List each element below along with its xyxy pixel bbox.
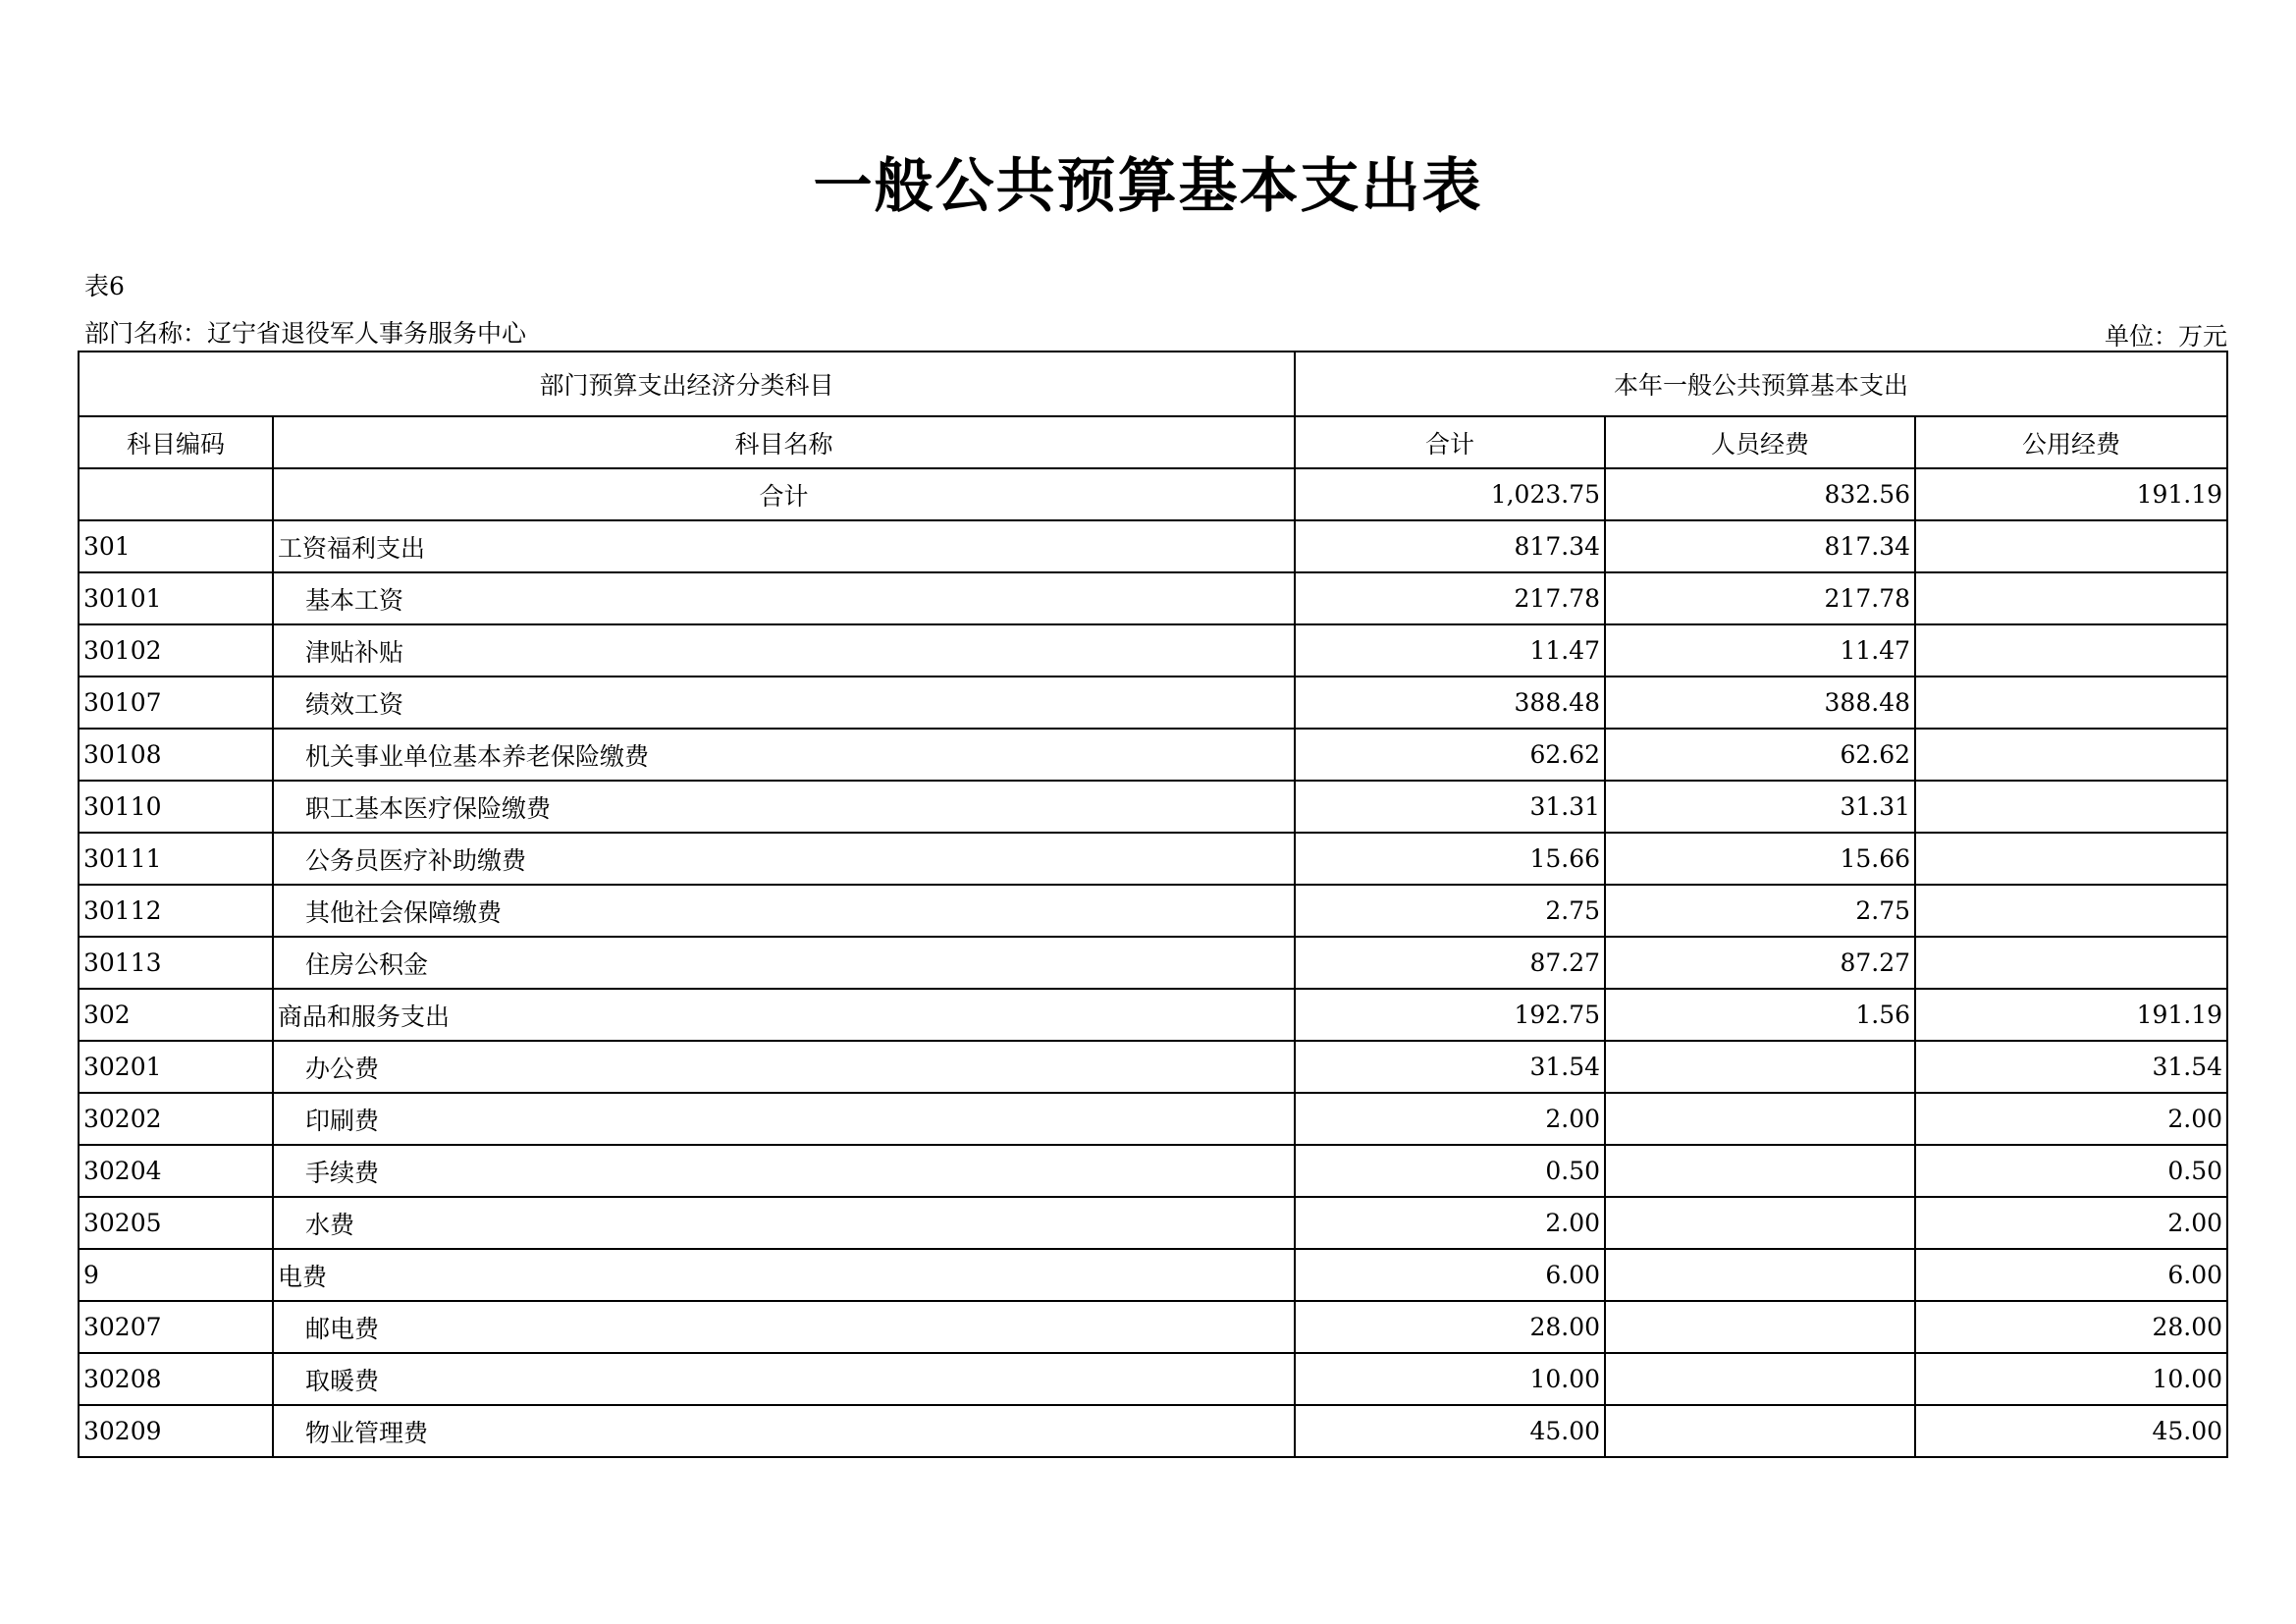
row-personnel <box>1605 1405 1915 1457</box>
row-personnel <box>1605 1145 1915 1197</box>
row-name: 职工基本医疗保险缴费 <box>273 781 1295 833</box>
row-name: 电费 <box>273 1249 1295 1301</box>
row-public: 0.50 <box>1915 1145 2227 1197</box>
table-row <box>79 1353 2227 1405</box>
row-total: 15.66 <box>1295 833 1605 885</box>
row-public <box>1915 833 2227 885</box>
table-row <box>79 1301 2227 1353</box>
row-personnel <box>1605 1197 1915 1249</box>
row-public <box>1915 729 2227 781</box>
row-public <box>1915 781 2227 833</box>
row-total: 62.62 <box>1295 729 1605 781</box>
row-public: 45.00 <box>1915 1405 2227 1457</box>
row-name: 绩效工资 <box>273 677 1295 729</box>
row-public <box>1915 937 2227 989</box>
row-personnel: 62.62 <box>1605 729 1915 781</box>
header-group-left: 部门预算支出经济分类科目 <box>79 352 1295 416</box>
table-row <box>79 781 2227 833</box>
table-row <box>79 1093 2227 1145</box>
row-name: 取暖费 <box>273 1353 1295 1405</box>
header-group-right: 本年一般公共预算基本支出 <box>1295 352 2227 416</box>
total-row <box>79 468 2227 520</box>
row-code: 30108 <box>79 729 273 781</box>
row-code: 30209 <box>79 1405 273 1457</box>
row-total: 11.47 <box>1295 624 1605 677</box>
row-total: 10.00 <box>1295 1353 1605 1405</box>
table-row <box>79 989 2227 1041</box>
row-code: 30101 <box>79 572 273 624</box>
row-code: 302 <box>79 989 273 1041</box>
row-code: 30111 <box>79 833 273 885</box>
row-name: 办公费 <box>273 1041 1295 1093</box>
row-name: 物业管理费 <box>273 1405 1295 1457</box>
row-name: 机关事业单位基本养老保险缴费 <box>273 729 1295 781</box>
row-total: 45.00 <box>1295 1405 1605 1457</box>
row-personnel <box>1605 1249 1915 1301</box>
row-code: 30112 <box>79 885 273 937</box>
row-total: 31.31 <box>1295 781 1605 833</box>
row-personnel <box>1605 1093 1915 1145</box>
row-code: 30204 <box>79 1145 273 1197</box>
row-personnel: 31.31 <box>1605 781 1915 833</box>
budget-table <box>78 351 2228 1458</box>
header-personnel: 人员经费 <box>1605 416 1915 468</box>
row-code: 30207 <box>79 1301 273 1353</box>
row-total: 28.00 <box>1295 1301 1605 1353</box>
row-public: 31.54 <box>1915 1041 2227 1093</box>
row-total: 2.00 <box>1295 1093 1605 1145</box>
row-public <box>1915 572 2227 624</box>
row-code: 30102 <box>79 624 273 677</box>
row-total: 2.00 <box>1295 1197 1605 1249</box>
table-row <box>79 572 2227 624</box>
row-public: 6.00 <box>1915 1249 2227 1301</box>
row-name: 商品和服务支出 <box>273 989 1295 1041</box>
row-personnel <box>1605 1301 1915 1353</box>
row-public <box>1915 520 2227 572</box>
row-name: 手续费 <box>273 1145 1295 1197</box>
row-name: 基本工资 <box>273 572 1295 624</box>
row-name: 水费 <box>273 1197 1295 1249</box>
row-name: 住房公积金 <box>273 937 1295 989</box>
table-row <box>79 729 2227 781</box>
row-public: 10.00 <box>1915 1353 2227 1405</box>
row-total: 87.27 <box>1295 937 1605 989</box>
row-public: 191.19 <box>1915 468 2227 520</box>
table-row <box>79 937 2227 989</box>
table-row <box>79 833 2227 885</box>
row-public: 28.00 <box>1915 1301 2227 1353</box>
row-code: 30110 <box>79 781 273 833</box>
table-row <box>79 1197 2227 1249</box>
row-name: 印刷费 <box>273 1093 1295 1145</box>
table-number: 表6 <box>84 272 125 300</box>
header-code: 科目编码 <box>79 416 273 468</box>
row-name: 邮电费 <box>273 1301 1295 1353</box>
table-row <box>79 1041 2227 1093</box>
header-total: 合计 <box>1295 416 1605 468</box>
row-name: 合计 <box>273 468 1295 520</box>
header-name: 科目名称 <box>273 416 1295 468</box>
row-public <box>1915 677 2227 729</box>
row-total: 192.75 <box>1295 989 1605 1041</box>
header-row-group <box>79 352 2227 416</box>
department-name: 部门名称：辽宁省退役军人事务服务中心 <box>84 319 527 348</box>
row-total: 31.54 <box>1295 1041 1605 1093</box>
table-row <box>79 624 2227 677</box>
row-personnel: 15.66 <box>1605 833 1915 885</box>
row-personnel: 832.56 <box>1605 468 1915 520</box>
header-public: 公用经费 <box>1915 416 2227 468</box>
row-total: 217.78 <box>1295 572 1605 624</box>
row-code: 9 <box>79 1249 273 1301</box>
row-name: 其他社会保障缴费 <box>273 885 1295 937</box>
row-total: 1,023.75 <box>1295 468 1605 520</box>
row-total: 388.48 <box>1295 677 1605 729</box>
row-public: 191.19 <box>1915 989 2227 1041</box>
row-total: 6.00 <box>1295 1249 1605 1301</box>
row-personnel <box>1605 1353 1915 1405</box>
page-title: 一般公共预算基本支出表 <box>813 152 1483 221</box>
row-personnel: 817.34 <box>1605 520 1915 572</box>
row-total: 0.50 <box>1295 1145 1605 1197</box>
table-row <box>79 677 2227 729</box>
row-personnel: 217.78 <box>1605 572 1915 624</box>
row-code: 30107 <box>79 677 273 729</box>
header-row-columns <box>79 416 2227 468</box>
table-body <box>79 352 2227 1457</box>
unit-label: 单位：万元 <box>2104 322 2227 351</box>
row-code: 30205 <box>79 1197 273 1249</box>
table-row <box>79 1145 2227 1197</box>
row-code: 30201 <box>79 1041 273 1093</box>
row-public: 2.00 <box>1915 1197 2227 1249</box>
table-row <box>79 885 2227 937</box>
row-code: 301 <box>79 520 273 572</box>
row-personnel: 388.48 <box>1605 677 1915 729</box>
row-public <box>1915 624 2227 677</box>
table-row <box>79 520 2227 572</box>
row-personnel <box>1605 1041 1915 1093</box>
row-code: 30208 <box>79 1353 273 1405</box>
row-code <box>79 468 273 520</box>
row-name: 工资福利支出 <box>273 520 1295 572</box>
row-total: 2.75 <box>1295 885 1605 937</box>
row-public: 2.00 <box>1915 1093 2227 1145</box>
row-code: 30113 <box>79 937 273 989</box>
row-personnel: 1.56 <box>1605 989 1915 1041</box>
row-public <box>1915 885 2227 937</box>
row-name: 公务员医疗补助缴费 <box>273 833 1295 885</box>
row-personnel: 2.75 <box>1605 885 1915 937</box>
row-personnel: 87.27 <box>1605 937 1915 989</box>
row-total: 817.34 <box>1295 520 1605 572</box>
row-name: 津贴补贴 <box>273 624 1295 677</box>
table-row <box>79 1405 2227 1457</box>
row-personnel: 11.47 <box>1605 624 1915 677</box>
table-row <box>79 1249 2227 1301</box>
row-code: 30202 <box>79 1093 273 1145</box>
